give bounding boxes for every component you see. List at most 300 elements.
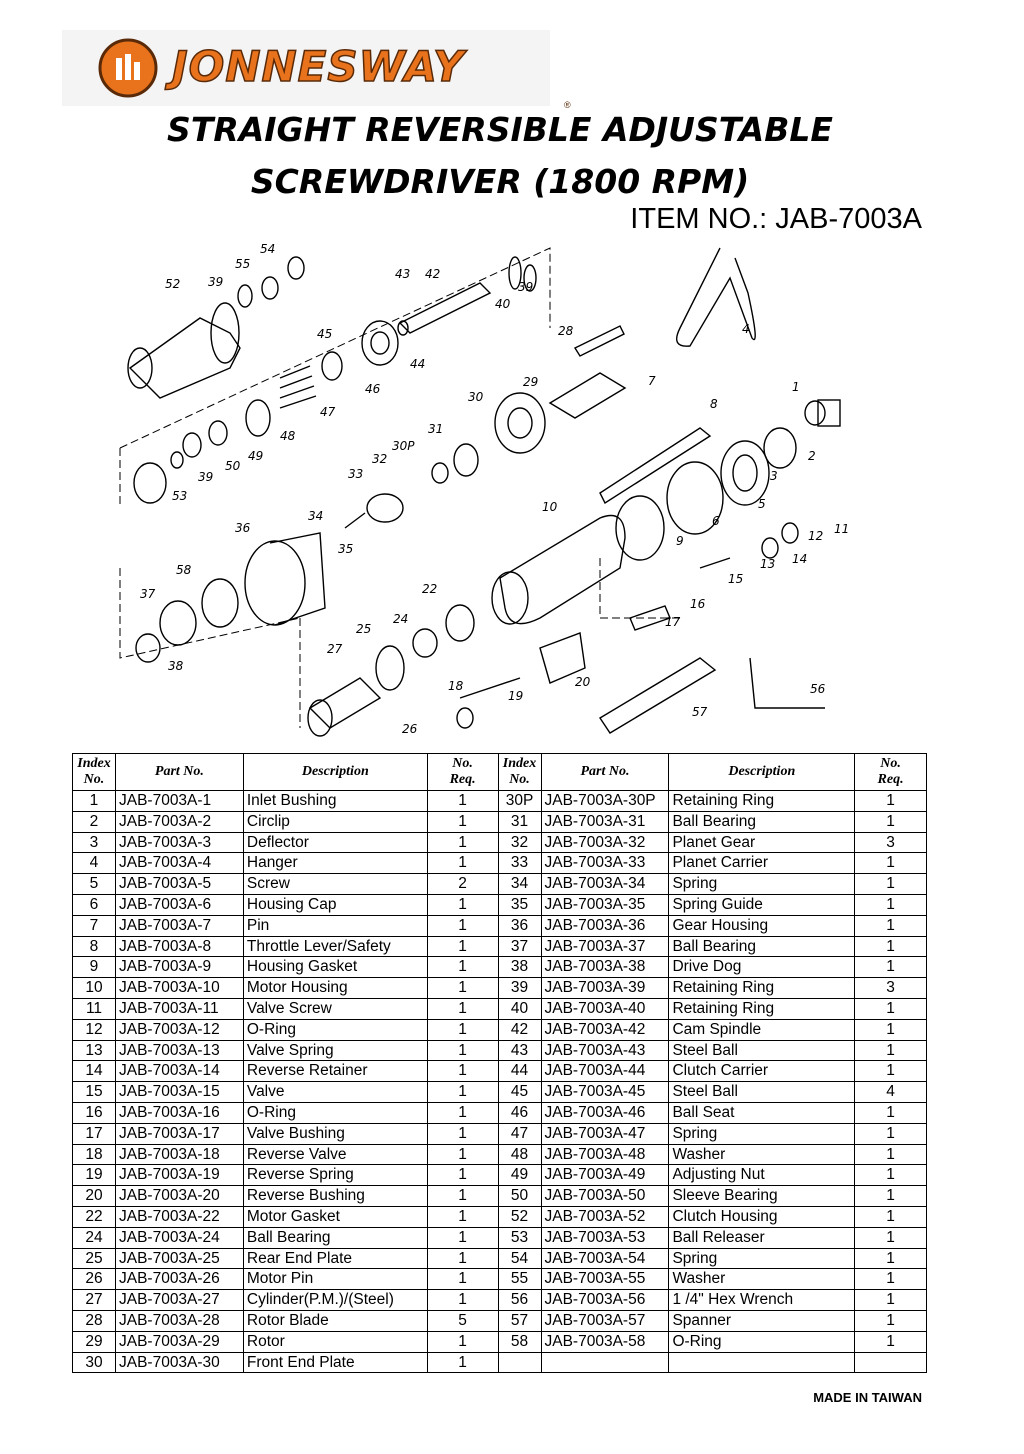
cell-part-no: JAB-7003A-4 bbox=[115, 853, 243, 874]
cell-part-no: JAB-7003A-54 bbox=[541, 1248, 669, 1269]
cell-description: Clutch Carrier bbox=[669, 1061, 855, 1082]
cell-part-no: JAB-7003A-18 bbox=[115, 1144, 243, 1165]
cell-index: 31 bbox=[498, 811, 541, 832]
cell-qty: 1 bbox=[855, 1061, 927, 1082]
cell-part-no: JAB-7003A-16 bbox=[115, 1102, 243, 1123]
cell-part-no: JAB-7003A-13 bbox=[115, 1040, 243, 1061]
cell-qty: 3 bbox=[855, 978, 927, 999]
cell-qty: 1 bbox=[427, 1165, 498, 1186]
cell-part-no: JAB-7003A-53 bbox=[541, 1227, 669, 1248]
cell-description: Clutch Housing bbox=[669, 1206, 855, 1227]
cell-qty: 1 bbox=[427, 915, 498, 936]
cell-index: 48 bbox=[498, 1144, 541, 1165]
cell-description: Housing Gasket bbox=[243, 957, 427, 978]
table-row bbox=[73, 853, 927, 874]
cell-part-no: JAB-7003A-10 bbox=[115, 978, 243, 999]
table-row bbox=[73, 1186, 927, 1207]
cell-qty: 1 bbox=[427, 1144, 498, 1165]
page-title-line1: STRAIGHT REVERSIBLE ADJUSTABLE bbox=[167, 110, 833, 149]
table-row bbox=[73, 1352, 927, 1373]
cell-qty: 1 bbox=[855, 1165, 927, 1186]
header-part-no: Part No. bbox=[115, 754, 243, 791]
cell-qty: 1 bbox=[427, 1061, 498, 1082]
table-row bbox=[73, 811, 927, 832]
callout-30: 30 bbox=[468, 390, 484, 404]
cell-index: 54 bbox=[498, 1248, 541, 1269]
table-row bbox=[73, 1123, 927, 1144]
cell-qty: 1 bbox=[855, 1102, 927, 1123]
cell-description: Valve Screw bbox=[243, 998, 427, 1019]
cell-qty: 1 bbox=[427, 1186, 498, 1207]
cell-qty: 1 bbox=[427, 1352, 498, 1373]
cell-part-no: JAB-7003A-11 bbox=[115, 998, 243, 1019]
cell-qty: 1 bbox=[427, 978, 498, 999]
table-header-row bbox=[73, 754, 927, 791]
cell-index: 25 bbox=[73, 1248, 116, 1269]
cell-description: Retaining Ring bbox=[669, 978, 855, 999]
cell-part-no: JAB-7003A-44 bbox=[541, 1061, 669, 1082]
cell-index: 28 bbox=[73, 1310, 116, 1331]
cell-description: Sleeve Bearing bbox=[669, 1186, 855, 1207]
header-description-2: Description bbox=[669, 754, 855, 791]
cell-part-no: JAB-7003A-15 bbox=[115, 1082, 243, 1103]
cell-index: 50 bbox=[498, 1186, 541, 1207]
cell-qty: 1 bbox=[855, 811, 927, 832]
cell-part-no: JAB-7003A-52 bbox=[541, 1206, 669, 1227]
cell-part-no: JAB-7003A-29 bbox=[115, 1331, 243, 1352]
cell-part-no: JAB-7003A-28 bbox=[115, 1310, 243, 1331]
cell-description: Ball Bearing bbox=[669, 811, 855, 832]
callout-49: 49 bbox=[248, 449, 264, 463]
cell-index: 24 bbox=[73, 1227, 116, 1248]
cell-description: Deflector bbox=[243, 832, 427, 853]
cell-index: 36 bbox=[498, 915, 541, 936]
callout-34: 34 bbox=[308, 509, 324, 523]
cell-part-no: JAB-7003A-47 bbox=[541, 1123, 669, 1144]
cell-part-no: JAB-7003A-46 bbox=[541, 1102, 669, 1123]
callout-42: 42 bbox=[425, 267, 441, 281]
cell-index: 46 bbox=[498, 1102, 541, 1123]
cell-qty: 1 bbox=[855, 1248, 927, 1269]
cell-part-no: JAB-7003A-35 bbox=[541, 894, 669, 915]
cell-qty: 1 bbox=[427, 1040, 498, 1061]
cell-description: Pin bbox=[243, 915, 427, 936]
cell-description: Spring bbox=[669, 1123, 855, 1144]
cell-index: 2 bbox=[73, 811, 116, 832]
cell-description: Steel Ball bbox=[669, 1040, 855, 1061]
callout-39c: 39 bbox=[198, 470, 214, 484]
callout-19: 19 bbox=[508, 689, 524, 703]
callout-13: 13 bbox=[760, 557, 776, 571]
cell-part-no: JAB-7003A-56 bbox=[541, 1290, 669, 1311]
callout-31: 31 bbox=[428, 422, 444, 436]
callout-47: 47 bbox=[320, 405, 336, 419]
cell-part-no: JAB-7003A-37 bbox=[541, 936, 669, 957]
cell-description: Ball Bearing bbox=[243, 1227, 427, 1248]
cell-description: Motor Pin bbox=[243, 1269, 427, 1290]
cell-index: 53 bbox=[498, 1227, 541, 1248]
cell-description: Front End Plate bbox=[243, 1352, 427, 1373]
cell-index: 22 bbox=[73, 1206, 116, 1227]
cell-index: 26 bbox=[73, 1269, 116, 1290]
exploded-parts-diagram bbox=[80, 238, 940, 748]
cell-part-no: JAB-7003A-17 bbox=[115, 1123, 243, 1144]
callout-53: 53 bbox=[172, 489, 188, 503]
cell-description: Spring bbox=[669, 874, 855, 895]
callout-10: 10 bbox=[542, 500, 558, 514]
cell-qty: 1 bbox=[855, 853, 927, 874]
table-row bbox=[73, 998, 927, 1019]
cell-description: Drive Dog bbox=[669, 957, 855, 978]
cell-index: 34 bbox=[498, 874, 541, 895]
brand-logo bbox=[62, 30, 571, 110]
cell-description: Retaining Ring bbox=[669, 998, 855, 1019]
cell-index: 16 bbox=[73, 1102, 116, 1123]
header-qty-2: No. Req. bbox=[855, 754, 927, 791]
cell-part-no: JAB-7003A-31 bbox=[541, 811, 669, 832]
cell-index: 8 bbox=[73, 936, 116, 957]
cell-description: Adjusting Nut bbox=[669, 1165, 855, 1186]
cell-part-no: JAB-7003A-32 bbox=[541, 832, 669, 853]
cell-index: 11 bbox=[73, 998, 116, 1019]
cell-part-no: JAB-7003A-49 bbox=[541, 1165, 669, 1186]
cell-part-no: JAB-7003A-22 bbox=[115, 1206, 243, 1227]
cell-description: Planet Carrier bbox=[669, 853, 855, 874]
cell-qty: 1 bbox=[427, 811, 498, 832]
cell-part-no: JAB-7003A-50 bbox=[541, 1186, 669, 1207]
cell-qty bbox=[855, 1352, 927, 1373]
header-part-no-2: Part No. bbox=[541, 754, 669, 791]
cell-index: 35 bbox=[498, 894, 541, 915]
cell-description: Reverse Retainer bbox=[243, 1061, 427, 1082]
table-row bbox=[73, 832, 927, 853]
callout-39b: 39 bbox=[518, 280, 534, 294]
cell-index: 6 bbox=[73, 894, 116, 915]
cell-description: Spanner bbox=[669, 1310, 855, 1331]
cell-description: Washer bbox=[669, 1269, 855, 1290]
cell-index: 18 bbox=[73, 1144, 116, 1165]
cell-index: 47 bbox=[498, 1123, 541, 1144]
cell-part-no: JAB-7003A-6 bbox=[115, 894, 243, 915]
header-description: Description bbox=[243, 754, 427, 791]
callout-39: 39 bbox=[208, 275, 224, 289]
callout-1: 1 bbox=[792, 380, 800, 394]
cell-description: Spring Guide bbox=[669, 894, 855, 915]
cell-qty: 1 bbox=[855, 998, 927, 1019]
cell-index: 30P bbox=[498, 791, 541, 812]
callout-55: 55 bbox=[235, 257, 251, 271]
callout-5: 5 bbox=[758, 497, 766, 511]
cell-index: 37 bbox=[498, 936, 541, 957]
cell-qty: 1 bbox=[855, 1144, 927, 1165]
callout-20: 20 bbox=[575, 675, 591, 689]
callout-14: 14 bbox=[792, 552, 808, 566]
cell-qty: 1 bbox=[427, 832, 498, 853]
cell-description bbox=[669, 1352, 855, 1373]
cell-index: 32 bbox=[498, 832, 541, 853]
cell-qty: 1 bbox=[855, 1040, 927, 1061]
cell-description: Spring bbox=[669, 1248, 855, 1269]
table-row bbox=[73, 915, 927, 936]
cell-index: 17 bbox=[73, 1123, 116, 1144]
callout-37: 37 bbox=[140, 587, 156, 601]
cell-description: Reverse Bushing bbox=[243, 1186, 427, 1207]
table-row bbox=[73, 894, 927, 915]
cell-index: 20 bbox=[73, 1186, 116, 1207]
parts-list-table bbox=[72, 753, 927, 1373]
cell-part-no: JAB-7003A-48 bbox=[541, 1144, 669, 1165]
cell-index: 52 bbox=[498, 1206, 541, 1227]
cell-index: 5 bbox=[73, 874, 116, 895]
cell-qty: 1 bbox=[855, 957, 927, 978]
callout-46: 46 bbox=[365, 382, 381, 396]
cell-description: Rotor bbox=[243, 1331, 427, 1352]
cell-part-no: JAB-7003A-45 bbox=[541, 1082, 669, 1103]
brand-emblem-icon bbox=[96, 36, 160, 100]
cell-description: Circlip bbox=[243, 811, 427, 832]
callout-17: 17 bbox=[665, 615, 681, 629]
header-index-2: Index No. bbox=[498, 754, 541, 791]
cell-description: Motor Gasket bbox=[243, 1206, 427, 1227]
cell-index: 49 bbox=[498, 1165, 541, 1186]
callout-9: 9 bbox=[676, 534, 684, 548]
cell-description: Reverse Spring bbox=[243, 1165, 427, 1186]
cell-description: O-Ring bbox=[243, 1019, 427, 1040]
callout-40: 40 bbox=[495, 297, 511, 311]
cell-index: 57 bbox=[498, 1310, 541, 1331]
registered-mark: ® bbox=[564, 100, 571, 110]
origin-label: MADE IN TAIWAN bbox=[813, 1390, 922, 1405]
cell-part-no: JAB-7003A-43 bbox=[541, 1040, 669, 1061]
cell-part-no: JAB-7003A-39 bbox=[541, 978, 669, 999]
cell-index: 38 bbox=[498, 957, 541, 978]
callout-25: 25 bbox=[356, 622, 372, 636]
cell-qty: 1 bbox=[427, 1269, 498, 1290]
callout-56: 56 bbox=[810, 682, 826, 696]
cell-qty: 1 bbox=[427, 853, 498, 874]
callout-16: 16 bbox=[690, 597, 706, 611]
cell-index: 33 bbox=[498, 853, 541, 874]
table-row bbox=[73, 957, 927, 978]
cell-index: 19 bbox=[73, 1165, 116, 1186]
table-row bbox=[73, 1040, 927, 1061]
cell-part-no: JAB-7003A-34 bbox=[541, 874, 669, 895]
cell-index: 13 bbox=[73, 1040, 116, 1061]
header-qty: No. Req. bbox=[427, 754, 498, 791]
callout-24: 24 bbox=[393, 612, 409, 626]
cell-part-no: JAB-7003A-25 bbox=[115, 1248, 243, 1269]
cell-index bbox=[498, 1352, 541, 1373]
cell-index: 56 bbox=[498, 1290, 541, 1311]
cell-part-no: JAB-7003A-24 bbox=[115, 1227, 243, 1248]
cell-part-no: JAB-7003A-2 bbox=[115, 811, 243, 832]
cell-qty: 1 bbox=[427, 894, 498, 915]
cell-qty: 1 bbox=[855, 1227, 927, 1248]
callout-35: 35 bbox=[338, 542, 354, 556]
cell-index: 1 bbox=[73, 791, 116, 812]
table-row bbox=[73, 1019, 927, 1040]
cell-qty: 1 bbox=[855, 1290, 927, 1311]
callout-6: 6 bbox=[712, 514, 720, 528]
table-row bbox=[73, 1165, 927, 1186]
table-row bbox=[73, 1206, 927, 1227]
cell-index: 14 bbox=[73, 1061, 116, 1082]
cell-qty: 1 bbox=[427, 957, 498, 978]
table-row bbox=[73, 1310, 927, 1331]
callout-29: 29 bbox=[523, 375, 539, 389]
callout-27: 27 bbox=[327, 642, 343, 656]
cell-description: Rear End Plate bbox=[243, 1248, 427, 1269]
table-row bbox=[73, 791, 927, 812]
cell-description: Housing Cap bbox=[243, 894, 427, 915]
cell-qty: 2 bbox=[427, 874, 498, 895]
cell-qty: 1 bbox=[855, 1123, 927, 1144]
callout-22: 22 bbox=[422, 582, 438, 596]
cell-qty: 3 bbox=[855, 832, 927, 853]
callout-15: 15 bbox=[728, 572, 744, 586]
cell-description: Gear Housing bbox=[669, 915, 855, 936]
callout-30P: 30P bbox=[392, 439, 415, 453]
cell-description: Ball Seat bbox=[669, 1102, 855, 1123]
cell-part-no: JAB-7003A-19 bbox=[115, 1165, 243, 1186]
cell-index: 45 bbox=[498, 1082, 541, 1103]
cell-description: Ball Releaser bbox=[669, 1227, 855, 1248]
callout-32: 32 bbox=[372, 452, 388, 466]
cell-qty: 1 bbox=[855, 1186, 927, 1207]
cell-part-no: JAB-7003A-40 bbox=[541, 998, 669, 1019]
callout-50: 50 bbox=[225, 459, 241, 473]
table-row bbox=[73, 874, 927, 895]
cell-index: 30 bbox=[73, 1352, 116, 1373]
table-row bbox=[73, 1248, 927, 1269]
cell-part-no: JAB-7003A-36 bbox=[541, 915, 669, 936]
cell-qty: 1 bbox=[427, 1248, 498, 1269]
cell-description: Planet Gear bbox=[669, 832, 855, 853]
callout-45: 45 bbox=[317, 327, 333, 341]
cell-part-no bbox=[541, 1352, 669, 1373]
cell-qty: 1 bbox=[427, 1102, 498, 1123]
cell-part-no: JAB-7003A-27 bbox=[115, 1290, 243, 1311]
cell-description: Cylinder(P.M.)/(Steel) bbox=[243, 1290, 427, 1311]
cell-description: Cam Spindle bbox=[669, 1019, 855, 1040]
cell-description: Retaining Ring bbox=[669, 791, 855, 812]
cell-part-no: JAB-7003A-58 bbox=[541, 1331, 669, 1352]
callout-57: 57 bbox=[692, 705, 708, 719]
table-row bbox=[73, 1290, 927, 1311]
cell-part-no: JAB-7003A-38 bbox=[541, 957, 669, 978]
cell-index: 58 bbox=[498, 1331, 541, 1352]
cell-part-no: JAB-7003A-57 bbox=[541, 1310, 669, 1331]
cell-part-no: JAB-7003A-20 bbox=[115, 1186, 243, 1207]
cell-part-no: JAB-7003A-12 bbox=[115, 1019, 243, 1040]
table-row bbox=[73, 1082, 927, 1103]
cell-qty: 1 bbox=[855, 915, 927, 936]
cell-part-no: JAB-7003A-26 bbox=[115, 1269, 243, 1290]
cell-qty: 1 bbox=[855, 1019, 927, 1040]
table-row bbox=[73, 1269, 927, 1290]
cell-index: 44 bbox=[498, 1061, 541, 1082]
cell-qty: 1 bbox=[427, 1123, 498, 1144]
callout-18: 18 bbox=[448, 679, 464, 693]
callout-58: 58 bbox=[176, 563, 192, 577]
cell-part-no: JAB-7003A-14 bbox=[115, 1061, 243, 1082]
cell-part-no: JAB-7003A-9 bbox=[115, 957, 243, 978]
cell-qty: 4 bbox=[855, 1082, 927, 1103]
cell-index: 42 bbox=[498, 1019, 541, 1040]
cell-part-no: JAB-7003A-8 bbox=[115, 936, 243, 957]
callout-28: 28 bbox=[558, 324, 574, 338]
table-row bbox=[73, 936, 927, 957]
cell-description: Valve Bushing bbox=[243, 1123, 427, 1144]
callout-54: 54 bbox=[260, 242, 276, 256]
cell-index: 39 bbox=[498, 978, 541, 999]
cell-description: Valve bbox=[243, 1082, 427, 1103]
cell-description: Reverse Valve bbox=[243, 1144, 427, 1165]
table-row bbox=[73, 1144, 927, 1165]
cell-index: 3 bbox=[73, 832, 116, 853]
cell-description: Screw bbox=[243, 874, 427, 895]
cell-description: Rotor Blade bbox=[243, 1310, 427, 1331]
cell-qty: 1 bbox=[855, 874, 927, 895]
callout-4: 4 bbox=[742, 322, 750, 336]
cell-part-no: JAB-7003A-33 bbox=[541, 853, 669, 874]
cell-qty: 1 bbox=[427, 1019, 498, 1040]
item-number: ITEM NO.: JAB-7003A bbox=[630, 203, 922, 235]
callout-7: 7 bbox=[648, 374, 656, 388]
callout-36: 36 bbox=[235, 521, 251, 535]
cell-description: Motor Housing bbox=[243, 978, 427, 999]
cell-description: Ball Bearing bbox=[669, 936, 855, 957]
callout-44: 44 bbox=[410, 357, 426, 371]
callout-3: 3 bbox=[770, 469, 778, 483]
cell-qty: 1 bbox=[855, 791, 927, 812]
callout-2: 2 bbox=[808, 449, 816, 463]
table-row bbox=[73, 1102, 927, 1123]
cell-index: 15 bbox=[73, 1082, 116, 1103]
page-title-line2: SCREWDRIVER (1800 RPM) bbox=[250, 162, 750, 201]
cell-description: Valve Spring bbox=[243, 1040, 427, 1061]
cell-qty: 1 bbox=[855, 936, 927, 957]
cell-description: O-Ring bbox=[669, 1331, 855, 1352]
cell-qty: 1 bbox=[855, 894, 927, 915]
cell-part-no: JAB-7003A-1 bbox=[115, 791, 243, 812]
cell-qty: 1 bbox=[855, 1331, 927, 1352]
brand-name: JONNESWAY bbox=[172, 42, 465, 91]
callout-52: 52 bbox=[165, 277, 181, 291]
cell-description: Inlet Bushing bbox=[243, 791, 427, 812]
cell-index: 29 bbox=[73, 1331, 116, 1352]
table-row bbox=[73, 1061, 927, 1082]
cell-part-no: JAB-7003A-5 bbox=[115, 874, 243, 895]
cell-part-no: JAB-7003A-30 bbox=[115, 1352, 243, 1373]
callout-8: 8 bbox=[710, 397, 718, 411]
callout-48: 48 bbox=[280, 429, 296, 443]
header-index: Index No. bbox=[73, 754, 116, 791]
cell-description: Hanger bbox=[243, 853, 427, 874]
cell-index: 4 bbox=[73, 853, 116, 874]
cell-index: 40 bbox=[498, 998, 541, 1019]
cell-qty: 5 bbox=[427, 1310, 498, 1331]
cell-index: 27 bbox=[73, 1290, 116, 1311]
table-row bbox=[73, 1227, 927, 1248]
cell-qty: 1 bbox=[855, 1206, 927, 1227]
cell-index: 7 bbox=[73, 915, 116, 936]
callout-11: 11 bbox=[834, 522, 850, 536]
callout-38: 38 bbox=[168, 659, 184, 673]
cell-qty: 1 bbox=[427, 936, 498, 957]
cell-qty: 1 bbox=[427, 791, 498, 812]
cell-part-no: JAB-7003A-30P bbox=[541, 791, 669, 812]
